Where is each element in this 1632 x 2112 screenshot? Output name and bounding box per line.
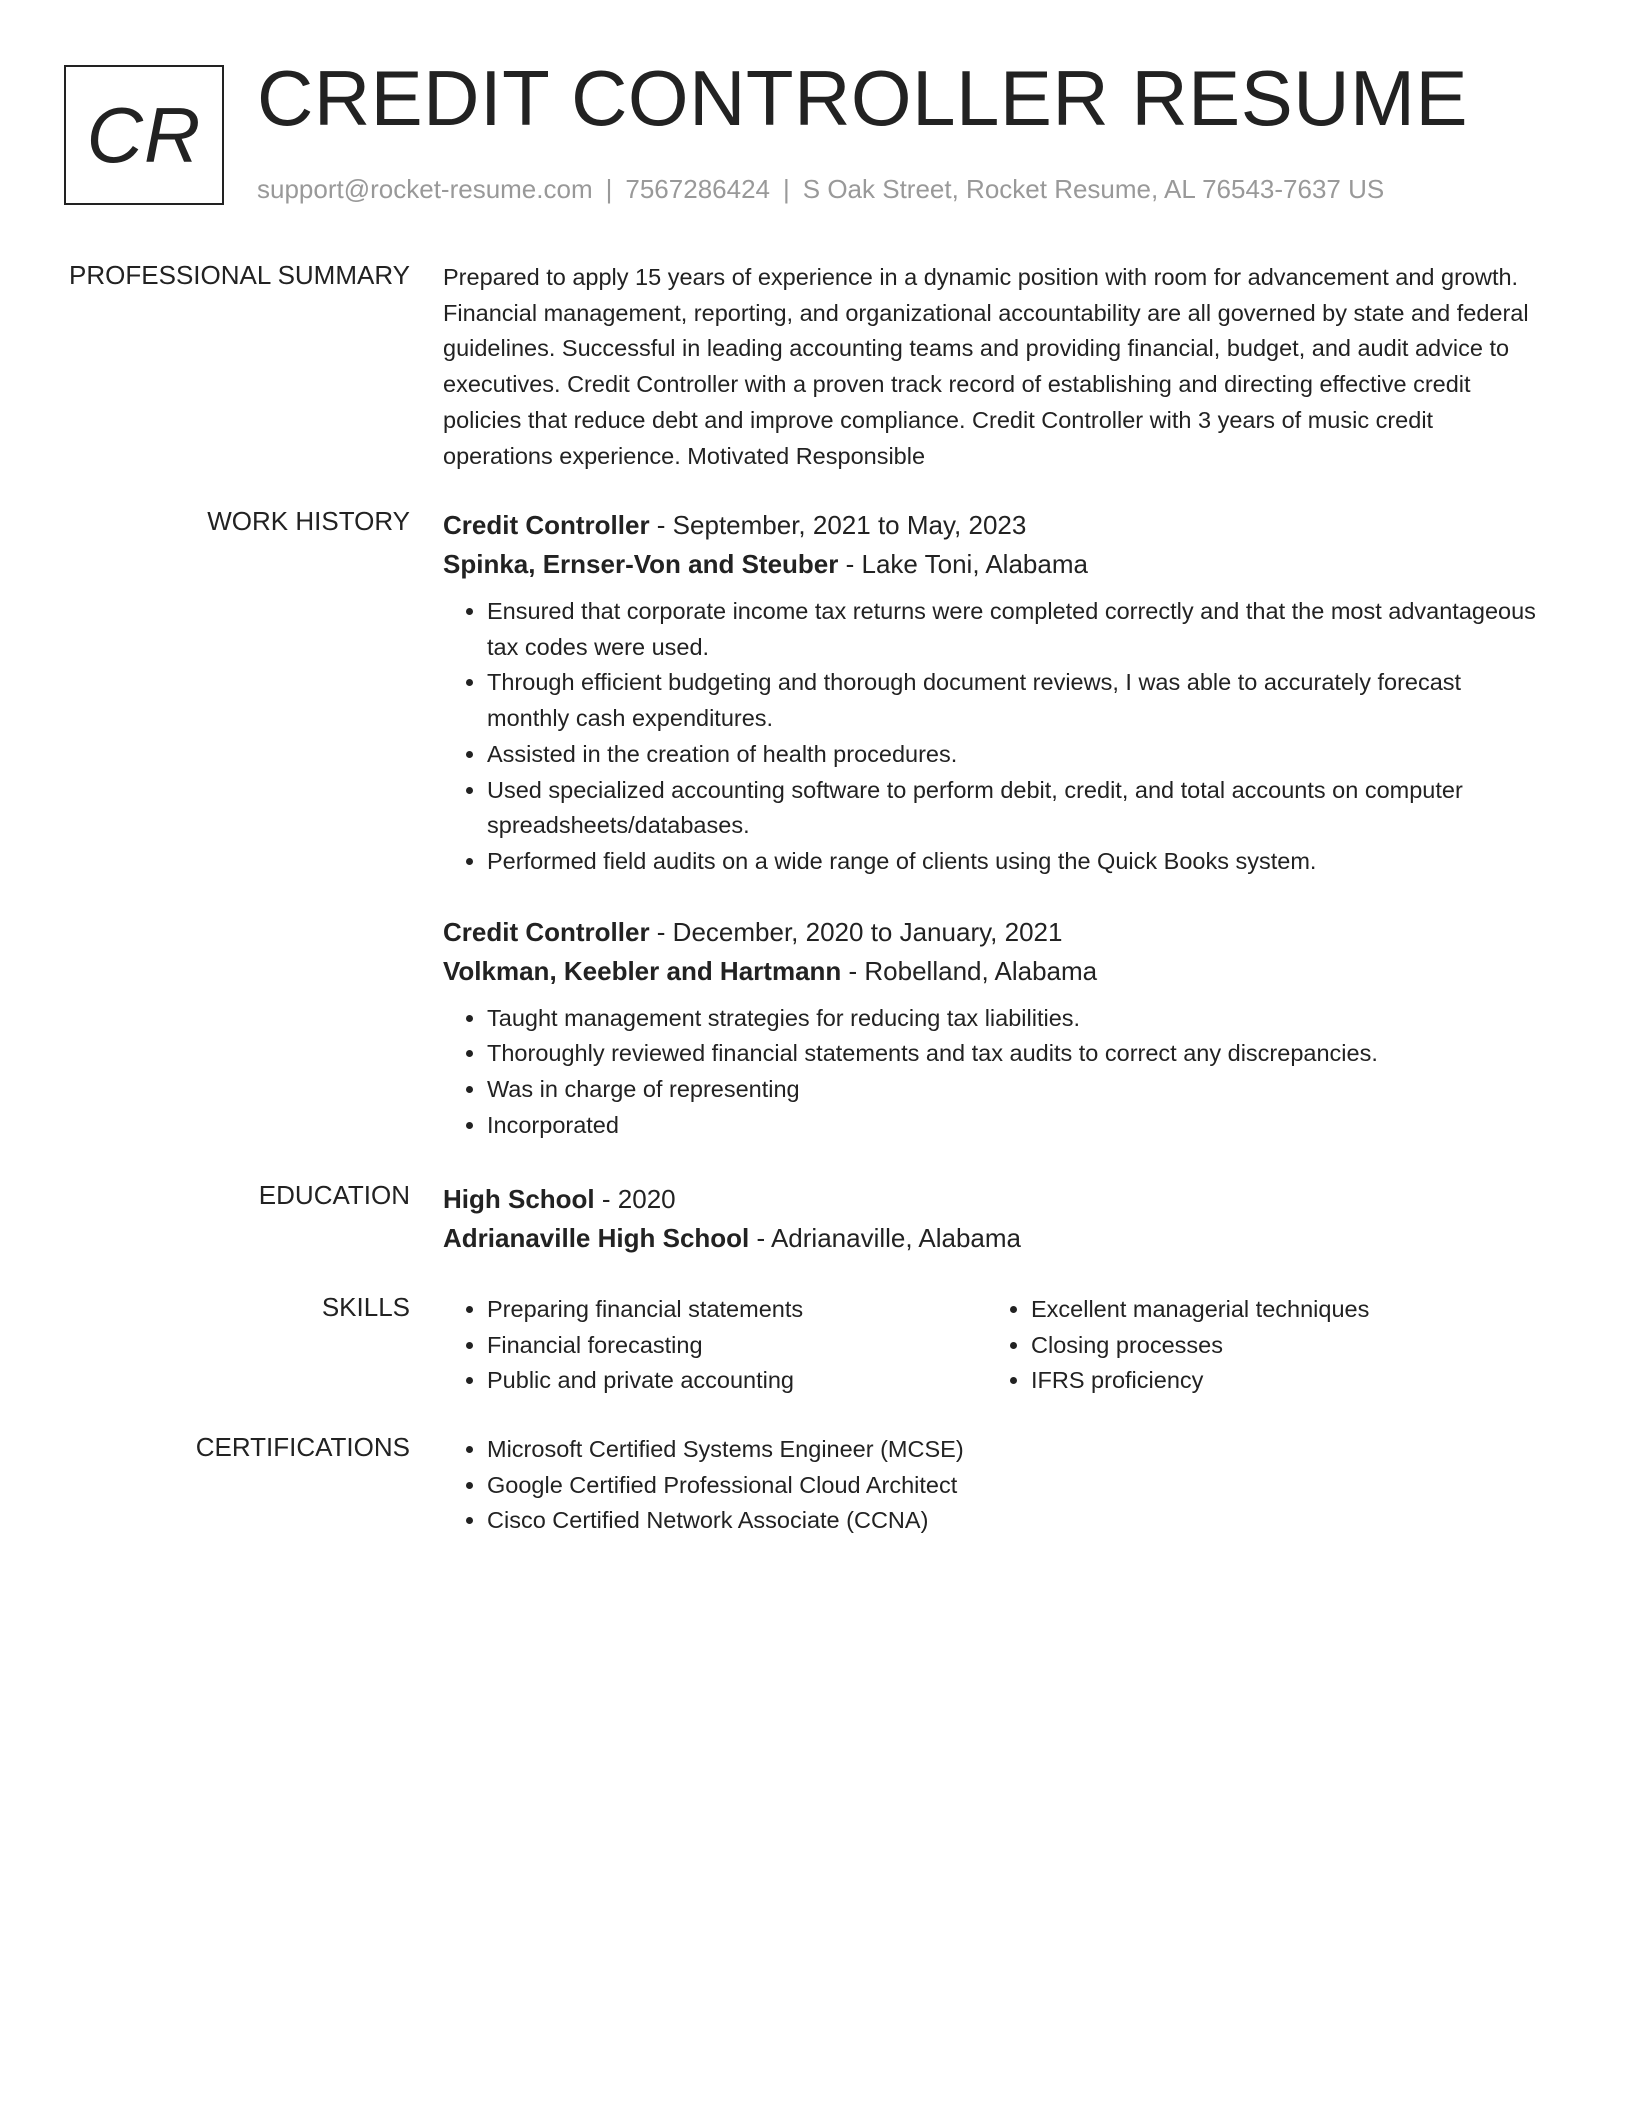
contact-email: support@rocket-resume.com [257,174,593,204]
job-bullet: • Thoroughly reviewed financial statements and tax audits to correct any discrepancies. [487,1036,1543,1072]
education-school-line [443,1219,1543,1258]
skill-item: • Financial forecasting [487,1328,987,1364]
job-bullets [443,594,1543,880]
job-dates: - September, 2021 to May, 2023 [649,510,1027,540]
job-title-line [443,506,1543,545]
section-label-summary: PROFESSIONAL SUMMARY [69,260,410,290]
summary-body [443,260,1543,474]
job-entry [443,913,1543,1144]
job-title: Credit Controller [443,916,650,947]
section-label-skills: SKILLS [321,1292,410,1322]
job-location: - Lake Toni, Alabama [838,549,1088,579]
certifications-list [443,1432,1543,1539]
contact-phone: 7567286424 [625,174,770,204]
education-location: - Adrianaville, Alabama [749,1223,1021,1253]
skill-item: • Preparing financial statements [487,1292,987,1328]
certification-item: • Microsoft Certified Systems Engineer (MCSE) [487,1432,1543,1468]
certifications-body [443,1432,1543,1539]
skills-grid [443,1292,1543,1399]
education-school: Adrianaville High School [443,1223,750,1253]
job-bullet: • Assisted in the creation of health procedures. [487,737,1543,773]
skill-item: • Excellent managerial techniques [1031,1292,1531,1328]
job-company: Volkman, Keebler and Hartmann [443,955,842,986]
page-title: CREDIT CONTROLLER RESUME [257,54,1469,142]
section-label-certifications: CERTIFICATIONS [195,1432,410,1462]
job-entry [443,506,1543,880]
education-body [443,1180,1543,1258]
job-company: Spinka, Ernser-Von and Steuber [443,549,839,579]
monogram-logo: CR [64,65,224,205]
certification-item: • Google Certified Professional Cloud Architect [487,1468,1543,1504]
job-dates: - December, 2020 to January, 2021 [649,916,1063,947]
contact-separator: | [783,174,790,204]
skills-list-left [443,1292,987,1399]
contact-address: S Oak Street, Rocket Resume, AL 76543-7637 US [802,174,1385,204]
work-history-body [443,506,1543,1143]
job-bullet: • Performed field audits on a wide range of clients using the Quick Books system. [487,844,1543,880]
job-location: - Robelland, Alabama [841,955,1098,986]
skills-body [443,1292,1543,1399]
job-bullets [443,1001,1543,1144]
job-company-line [443,952,1543,991]
skill-item: • Public and private accounting [487,1363,987,1399]
skill-item: • IFRS proficiency [1031,1363,1531,1399]
job-bullet: • Incorporated [487,1108,1543,1144]
contact-line [257,174,1384,205]
job-bullet: • Through efficient budgeting and thorough document reviews, I was able to accurately forecast monthly cash expenditures. [487,665,1543,736]
job-bullet: • Was in charge of representing [487,1072,1543,1108]
certification-item: • Cisco Certified Network Associate (CCNA) [487,1503,1543,1539]
skill-item: • Closing processes [1031,1328,1531,1364]
education-degree: High School [443,1184,595,1214]
contact-separator: | [605,174,613,204]
section-label-education: EDUCATION [258,1180,410,1210]
job-bullet: • Ensured that corporate income tax returns were completed correctly and that the most advantageous tax codes were used. [487,594,1543,665]
education-degree-line [443,1180,1543,1219]
section-label-work-history: WORK HISTORY [207,506,410,536]
education-year: - 2020 [594,1184,676,1214]
skills-list-right [987,1292,1531,1399]
job-title-line [443,913,1543,952]
job-company-line [443,545,1543,584]
summary-text: Prepared to apply 15 years of experience in a dynamic position with room for advancement and growth. Financial management, reporting, and organizational accountability are all governed by state and federal guidelines. Successful in leading accounting teams and providing financial, budget, and audit advice to executives. Credit Controller with a proven track record of establishing and directing effective credit policies that reduce debt and improve compliance. Credit Controller with 3 years of music credit operations experience. Motivated Responsible [443,264,1529,469]
job-bullet: • Used specialized accounting software to perform debit, credit, and total accounts on computer spreadsheets/databases. [487,773,1543,844]
job-bullet: • Taught management strategies for reducing tax liabilities. [487,1001,1543,1037]
job-title: Credit Controller [443,510,650,540]
